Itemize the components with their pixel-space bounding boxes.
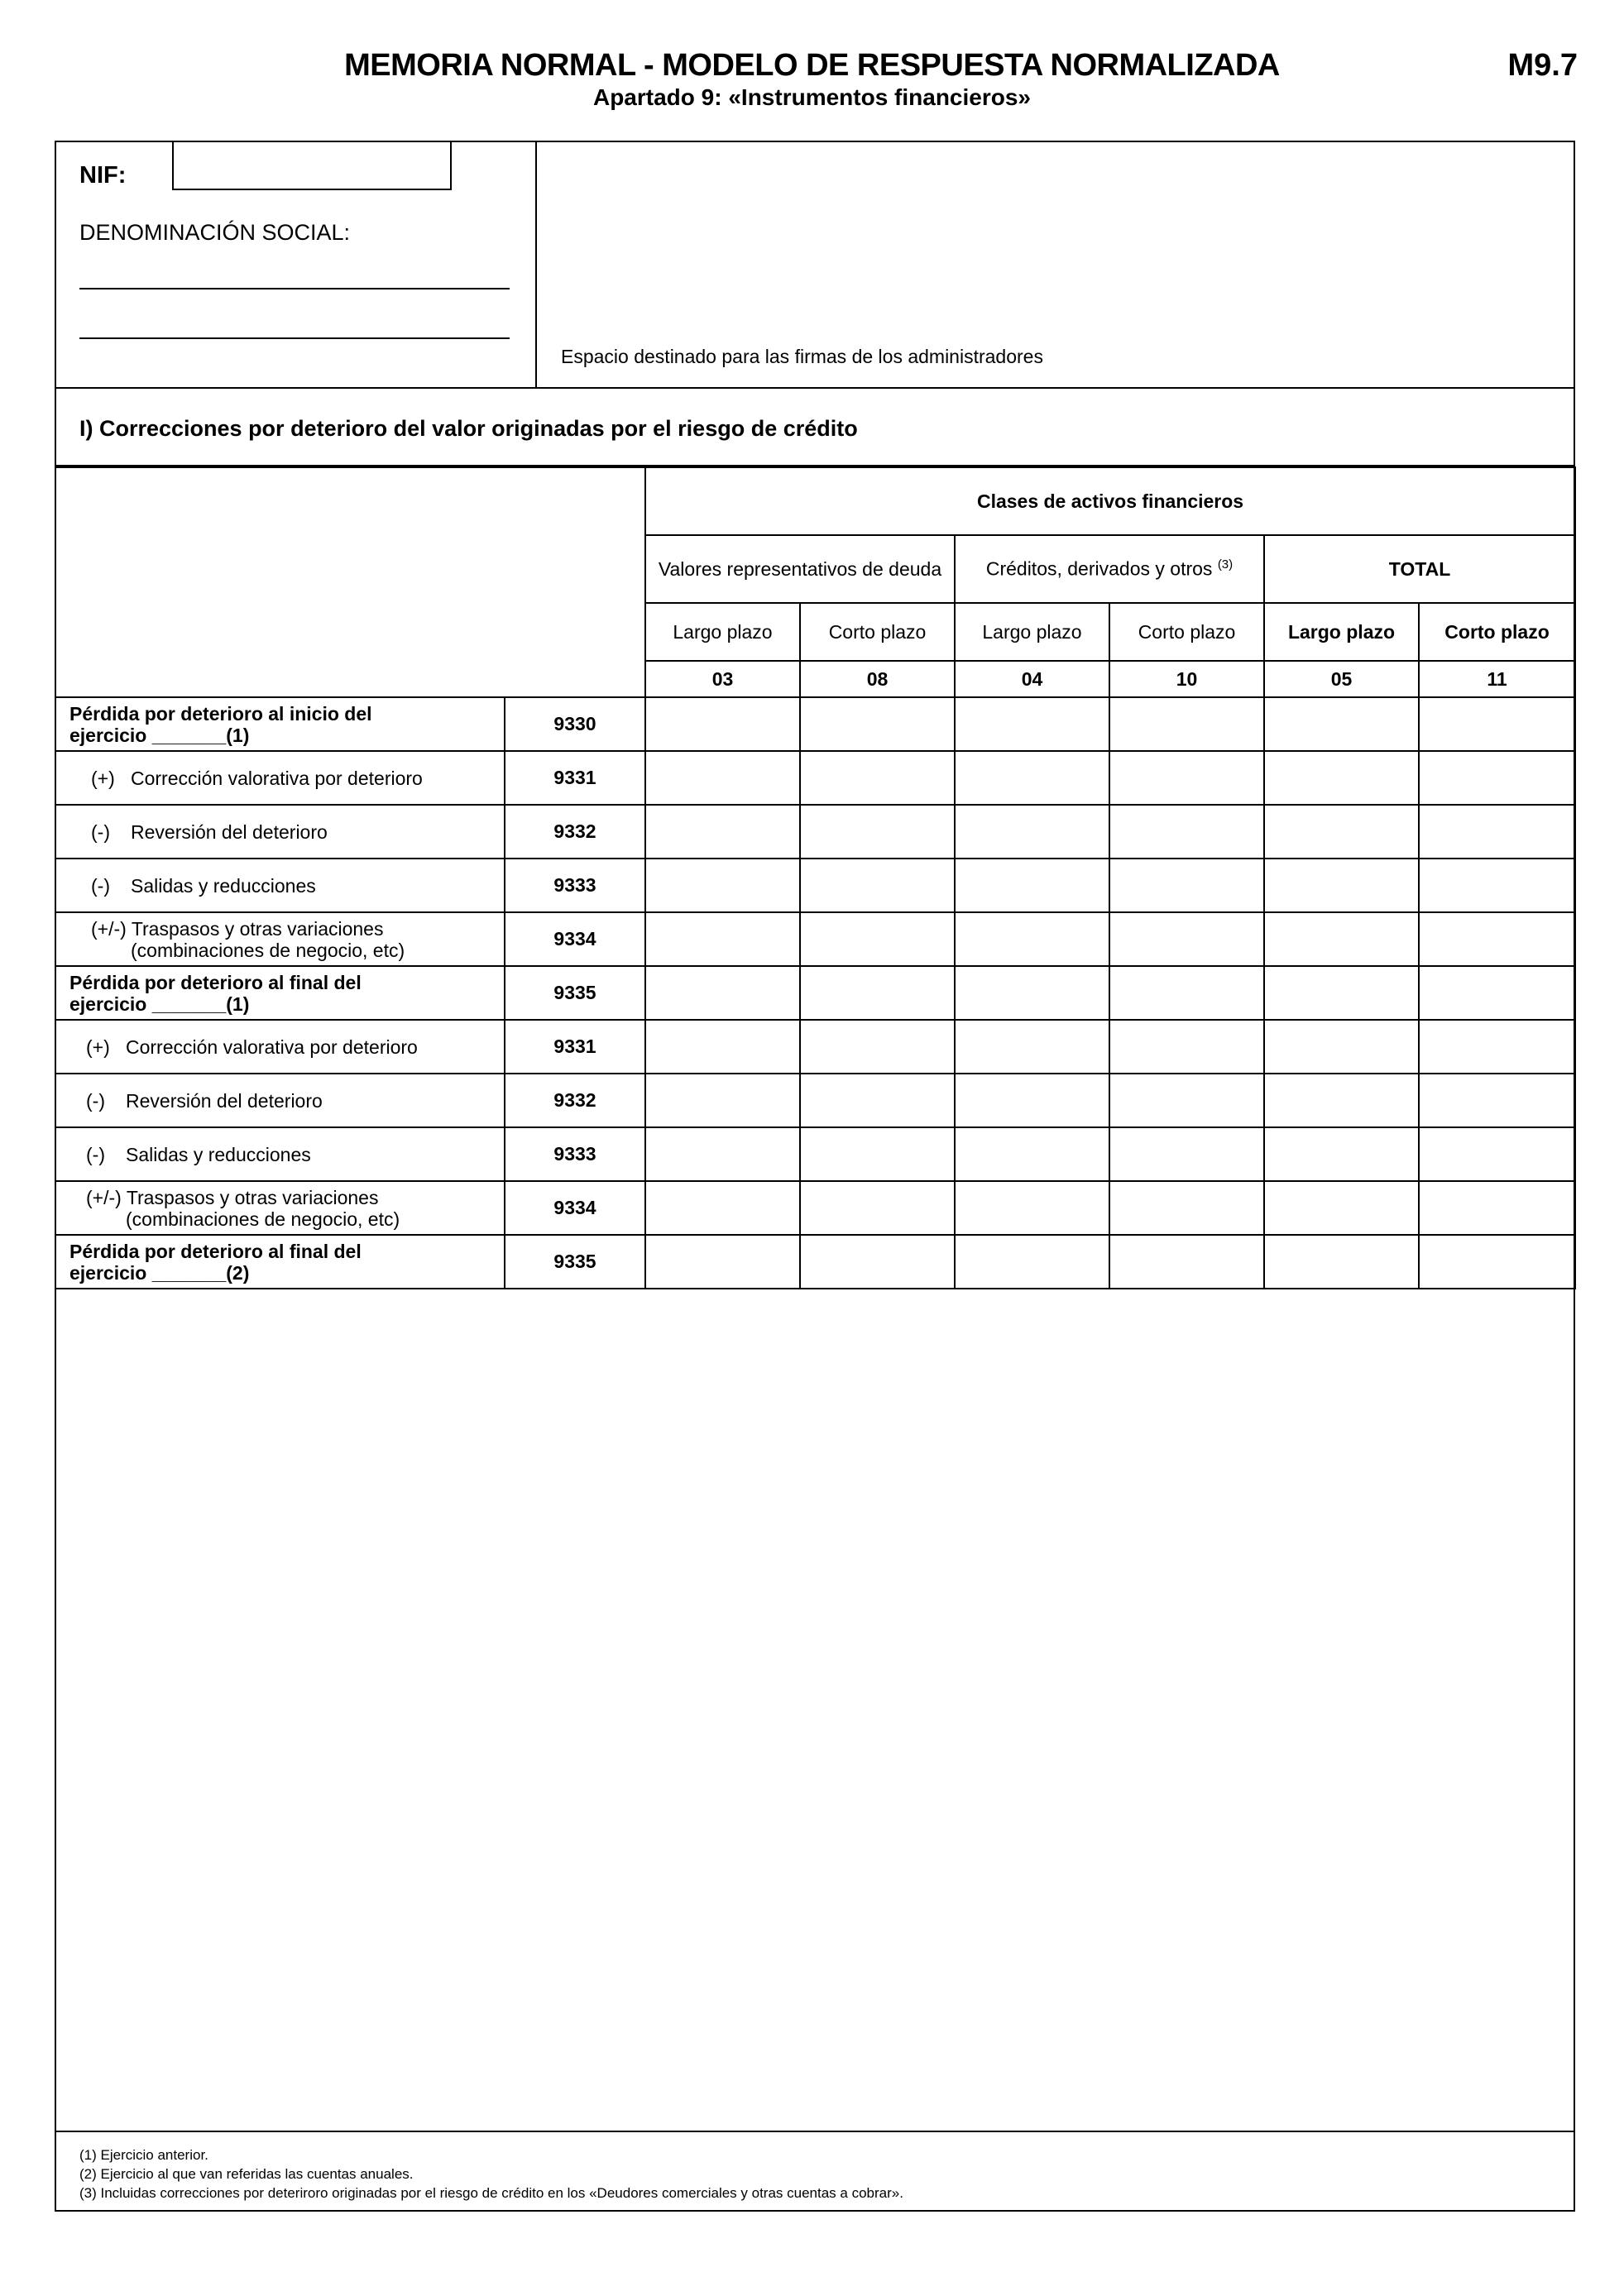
- value-cell[interactable]: [800, 1074, 955, 1127]
- column-code: 03: [645, 661, 800, 697]
- row-sign: (+): [91, 767, 115, 789]
- deterioro-table: [55, 466, 1576, 1289]
- row-code: 9333: [505, 1127, 645, 1181]
- table-row: [55, 1074, 1575, 1127]
- row-code: 9333: [505, 859, 645, 912]
- footnote-3: (3) Incluidas correcciones por deteriroro originadas por el riesgo de crédito en los «Deudores comerciales y otras cuentas a cobrar».: [79, 2185, 903, 2201]
- value-cell[interactable]: [1109, 1235, 1264, 1289]
- table-row: [55, 966, 1575, 1020]
- row-code: 9331: [505, 751, 645, 805]
- row-label-line: (combinaciones de negocio, etc): [131, 939, 405, 961]
- table-row: [55, 859, 1575, 912]
- nif-input[interactable]: [172, 141, 452, 190]
- value-cell[interactable]: [1264, 966, 1419, 1020]
- value-cell[interactable]: [645, 859, 800, 912]
- row-code: 9335: [505, 966, 645, 1020]
- row-code: 9331: [505, 1020, 645, 1074]
- value-cell[interactable]: [1419, 751, 1575, 805]
- value-cell[interactable]: [1109, 697, 1264, 751]
- table-row: [55, 1181, 1575, 1235]
- table-row: [55, 912, 1575, 966]
- column-code: 11: [1419, 661, 1575, 697]
- value-cell[interactable]: [955, 912, 1109, 966]
- row-code: 9335: [505, 1235, 645, 1289]
- row-label-line: ejercicio _______(1): [69, 993, 250, 1015]
- firmas-divider: [535, 141, 537, 389]
- nif-label: NIF:: [79, 162, 127, 189]
- value-cell[interactable]: [645, 1127, 800, 1181]
- row-label-text: Salidas y reducciones: [131, 874, 316, 897]
- row-label-text: Corrección valorativa por deterioro: [126, 1036, 418, 1058]
- denominacion-line-2[interactable]: [79, 337, 510, 339]
- term-header: Corto plazo: [800, 603, 955, 661]
- value-cell[interactable]: [955, 1020, 1109, 1074]
- value-cell[interactable]: [645, 1074, 800, 1127]
- section-title: I) Correcciones por deterioro del valor originadas por el riesgo de crédito: [79, 416, 858, 441]
- row-sign: (+): [86, 1036, 110, 1058]
- table-row: [55, 805, 1575, 859]
- row-sign: (+/-): [91, 917, 127, 940]
- value-cell[interactable]: [1264, 1127, 1419, 1181]
- row-label: [55, 1127, 505, 1181]
- row-label: [55, 1235, 505, 1289]
- value-cell[interactable]: [645, 1235, 800, 1289]
- row-code: 9334: [505, 1181, 645, 1235]
- column-code: 08: [800, 661, 955, 697]
- value-cell[interactable]: [800, 751, 955, 805]
- value-cell[interactable]: [1109, 859, 1264, 912]
- value-cell[interactable]: [800, 912, 955, 966]
- value-cell[interactable]: [955, 1074, 1109, 1127]
- row-label-line: Pérdida por deterioro al final del: [69, 1240, 362, 1262]
- value-cell[interactable]: [1419, 1020, 1575, 1074]
- value-cell[interactable]: [955, 1181, 1109, 1235]
- row-label: [55, 1181, 505, 1235]
- value-cell[interactable]: [1264, 1020, 1419, 1074]
- value-cell[interactable]: [955, 966, 1109, 1020]
- row-label-text: Traspasos y otras variaciones: [126, 1186, 379, 1208]
- group-header: Clases de activos financieros: [645, 467, 1575, 535]
- table-corner: [55, 467, 645, 697]
- row-sign: (-): [91, 874, 110, 897]
- table-row: [55, 1020, 1575, 1074]
- denominacion-label: DENOMINACIÓN SOCIAL:: [79, 220, 351, 245]
- value-cell[interactable]: [645, 912, 800, 966]
- value-cell[interactable]: [1419, 912, 1575, 966]
- row-sign: (-): [91, 820, 110, 843]
- term-header: Corto plazo: [1109, 603, 1264, 661]
- value-cell[interactable]: [1419, 805, 1575, 859]
- column-code: 10: [1109, 661, 1264, 697]
- value-cell[interactable]: [955, 1127, 1109, 1181]
- class-header-creditos-text: Créditos, derivados y otros: [985, 557, 1213, 580]
- row-label: [55, 912, 505, 966]
- value-cell[interactable]: [800, 859, 955, 912]
- row-label: [55, 1074, 505, 1127]
- row-code: 9330: [505, 697, 645, 751]
- value-cell[interactable]: [800, 697, 955, 751]
- value-cell[interactable]: [1264, 1235, 1419, 1289]
- row-label: [55, 751, 505, 805]
- row-label-line: ejercicio _______(2): [69, 1261, 250, 1284]
- row-code: 9332: [505, 805, 645, 859]
- table-row: [55, 697, 1575, 751]
- value-cell[interactable]: [1419, 966, 1575, 1020]
- row-label-line: (combinaciones de negocio, etc): [126, 1208, 400, 1230]
- row-label-line: Pérdida por deterioro al inicio del: [69, 702, 372, 725]
- value-cell[interactable]: [1419, 1127, 1575, 1181]
- value-cell[interactable]: [955, 751, 1109, 805]
- value-cell[interactable]: [645, 805, 800, 859]
- firmas-space-label: Espacio destinado para las firmas de los administradores: [561, 346, 1043, 367]
- value-cell[interactable]: [800, 805, 955, 859]
- value-cell[interactable]: [1419, 697, 1575, 751]
- value-cell[interactable]: [800, 1181, 955, 1235]
- row-label-text: Corrección valorativa por deterioro: [131, 767, 423, 789]
- footnotes-divider: [55, 2131, 1575, 2132]
- value-cell[interactable]: [955, 859, 1109, 912]
- row-code: 9332: [505, 1074, 645, 1127]
- term-header: Largo plazo: [645, 603, 800, 661]
- class-header-creditos: [955, 535, 1264, 603]
- row-code: 9334: [505, 912, 645, 966]
- class-header-valores: Valores representativos de deuda: [645, 535, 955, 603]
- value-cell[interactable]: [1264, 1074, 1419, 1127]
- footnote-1: (1) Ejercicio anterior.: [79, 2147, 208, 2163]
- value-cell[interactable]: [1264, 697, 1419, 751]
- value-cell[interactable]: [1109, 1020, 1264, 1074]
- value-cell[interactable]: [1419, 1181, 1575, 1235]
- value-cell[interactable]: [1419, 859, 1575, 912]
- value-cell[interactable]: [955, 697, 1109, 751]
- value-cell[interactable]: [1264, 912, 1419, 966]
- value-cell[interactable]: [800, 966, 955, 1020]
- footnotes: [79, 2145, 903, 2203]
- term-header: Corto plazo: [1419, 603, 1575, 661]
- value-cell[interactable]: [1264, 859, 1419, 912]
- value-cell[interactable]: [1109, 751, 1264, 805]
- row-label-line: Pérdida por deterioro al final del: [69, 971, 362, 993]
- value-cell[interactable]: [1109, 1127, 1264, 1181]
- value-cell[interactable]: [1419, 1235, 1575, 1289]
- value-cell[interactable]: [955, 1235, 1109, 1289]
- value-cell[interactable]: [1419, 1074, 1575, 1127]
- form-code: M9.7: [1507, 48, 1578, 83]
- form-subtitle: Apartado 9: «Instrumentos financieros»: [592, 84, 1031, 110]
- row-label: [55, 697, 505, 751]
- value-cell[interactable]: [1264, 751, 1419, 805]
- value-cell[interactable]: [955, 805, 1109, 859]
- row-label: [55, 1020, 505, 1074]
- row-label-text: Salidas y reducciones: [126, 1143, 311, 1165]
- term-header: Largo plazo: [1264, 603, 1419, 661]
- row-label-text: Traspasos y otras variaciones: [131, 917, 384, 940]
- value-cell[interactable]: [645, 966, 800, 1020]
- value-cell[interactable]: [645, 1020, 800, 1074]
- value-cell[interactable]: [645, 1181, 800, 1235]
- term-header: Largo plazo: [955, 603, 1109, 661]
- row-label: [55, 805, 505, 859]
- row-label-line: ejercicio _______(1): [69, 724, 250, 746]
- row-sign: (-): [86, 1143, 105, 1165]
- value-cell[interactable]: [800, 1127, 955, 1181]
- value-cell[interactable]: [1264, 1181, 1419, 1235]
- value-cell[interactable]: [1109, 1074, 1264, 1127]
- divider-top: [55, 387, 1575, 389]
- column-code: 05: [1264, 661, 1419, 697]
- row-label-text: Reversión del deterioro: [131, 820, 328, 843]
- value-cell[interactable]: [800, 1020, 955, 1074]
- table-row: [55, 1127, 1575, 1181]
- row-label: [55, 859, 505, 912]
- value-cell[interactable]: [645, 697, 800, 751]
- column-code: 04: [955, 661, 1109, 697]
- table-row: [55, 751, 1575, 805]
- footnote-ref-3: (3): [1217, 557, 1234, 572]
- row-label: [55, 966, 505, 1020]
- value-cell[interactable]: [1109, 912, 1264, 966]
- row-sign: (+/-): [86, 1186, 122, 1208]
- value-cell[interactable]: [1109, 1181, 1264, 1235]
- value-cell[interactable]: [1109, 805, 1264, 859]
- value-cell[interactable]: [1109, 966, 1264, 1020]
- value-cell[interactable]: [1264, 805, 1419, 859]
- denominacion-line-1[interactable]: [79, 288, 510, 289]
- value-cell[interactable]: [800, 1235, 955, 1289]
- class-header-total: TOTAL: [1264, 535, 1575, 603]
- value-cell[interactable]: [645, 751, 800, 805]
- row-label-text: Reversión del deterioro: [126, 1089, 323, 1112]
- form-title: MEMORIA NORMAL - MODELO DE RESPUESTA NORMALIZADA: [344, 48, 1280, 83]
- footnote-2: (2) Ejercicio al que van referidas las cuentas anuales.: [79, 2166, 414, 2182]
- row-sign: (-): [86, 1089, 105, 1112]
- table-row: [55, 1235, 1575, 1289]
